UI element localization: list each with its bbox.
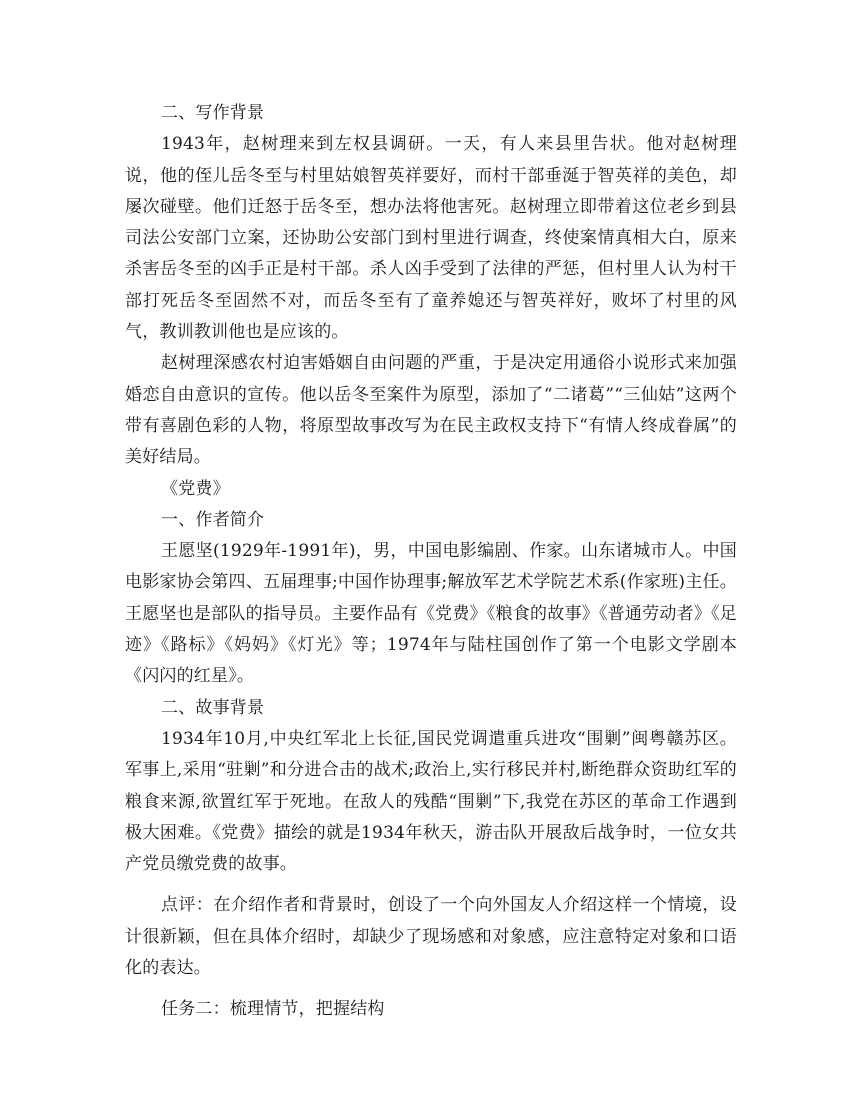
section-heading-author-intro: 一、作者简介 [161, 509, 265, 530]
paragraph-story-background: 1934年10月,中央红军北上长征,国民党调遣重兵进攻“围剿”闽粤赣苏区。军事上,采用“驻剿”和分进合击的战术;政治上,实行移民并村,断绝群众资助红军的粮食来源,欲置红军于死地。在敌人的残酷“围剿”下,我党在苏区的革命工作遇到极大困难。《党费》描绘的就是1934年秋天，游击队开展敌后战争时，一位女共产党员缴党费的故事。 [125, 728, 737, 875]
section-heading-story-background: 二、故事背景 [161, 697, 265, 718]
work-title: 《党费》 [161, 478, 230, 499]
document-body [125, 98, 737, 1026]
paragraph-background-story: 1943年，赵树理来到左权县调研。一天，有人来县里告状。他对赵树理说，他的侄儿岳冬至与村里姑娘智英祥要好，而村干部垂涎于智英祥的美色，却屡次碰壁。他们迁怒于岳冬至，想办法将他害死。赵树理立即带着这位老乡到县司法公安部门立案，还协助公安部门到村里进行调查，终使案情真相大白，原来杀害岳冬至的凶手正是村干部。杀人凶手受到了法律的严惩，但村里人认为村干部打死岳冬至固然不对，而岳冬至有了童养媳还与智英祥好，败坏了村里的风气，教训教训他也是应该的。 [125, 134, 737, 343]
paragraph-author-intro: 王愿坚(1929年-1991年)，男，中国电影编剧、作家。山东诸城市人。中国电影家协会第四、五届理事;中国作协理事;解放军艺术学院艺术系(作家班)主任。王愿坚也是部队的指导员。主要作品有《党费》《粮食的故事》《普通劳动者》《足迹》《路标》《妈妈》《灯光》等；1974年与陆柱国创作了第一个电影文学剧本《闪闪的红星》。 [125, 541, 737, 687]
paragraph-comment: 点评：在介绍作者和背景时，创设了一个向外国友人介绍这样一个情境，设计很新颖，但在具体介绍时，却缺少了现场感和对象感，应注意特定对象和口语化的表达。 [125, 895, 737, 979]
paragraph-writing-motivation: 赵树理深感农村迫害婚姻自由问题的严重，于是决定用通俗小说形式来加强婚恋自由意识的宣传。他以岳冬至案件为原型，添加了“二诸葛”“三仙姑”这两个带有喜剧色彩的人物，将原型故事改写为在民主政权支持下“有情人终成眷属”的美好结局。 [125, 353, 737, 468]
section-heading-writing-background: 二、写作背景 [161, 103, 265, 123]
task-heading: 任务二：梳理情节，把握结构 [161, 999, 385, 1020]
